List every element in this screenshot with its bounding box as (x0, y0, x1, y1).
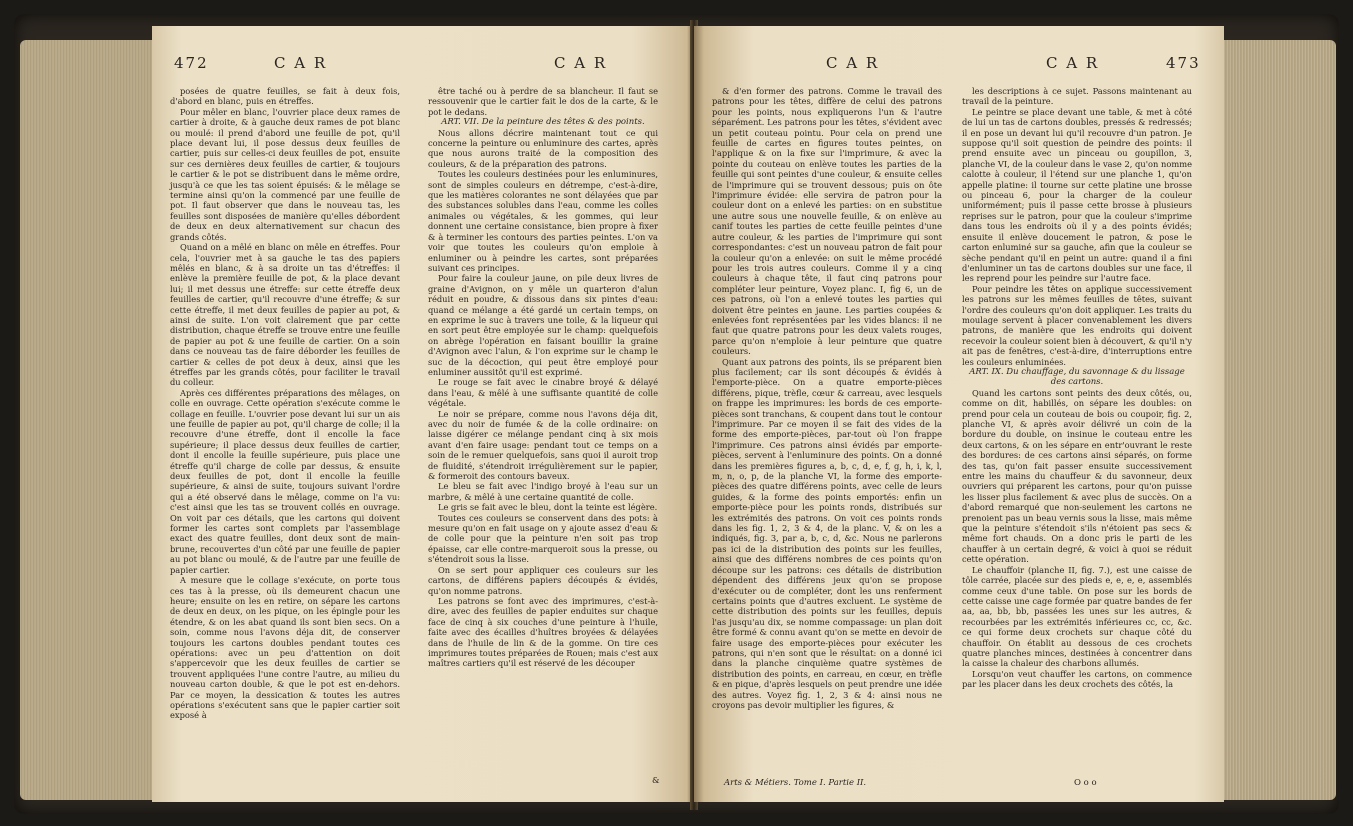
article-heading: ART. VII. De la peinture des têtes & des points. (441, 117, 645, 128)
paragraph: Après ces différentes préparations des mêlages, on colle en ouvrage. Cette opération s'exécute comme le collage en feuille. L'ouvrier pose devant lui sur un ais une feuille de papier au pot, qu'il charge de colle; il la recouvre d'une étreffe, dont il encolle la face supérieure; il place dessus deux feuilles de cartier, dont il encolle la feuille supérieure, puis place une étreffe qu'il charge de colle par dessus, & ensuite deux feuilles de pot, dont il encolle la feuille supérieure, & ainsi de suite, toujours suivant l'ordre qui a été observé dans le mêlage, comme on l'a vu: c'est ainsi que les tas se trouvent collés en ouvrage. On voit par ces détails, que les cartons qui doivent former les cartes sont complets par l'assemblage exact des quatre feuilles, dont deux sont de main-brune, recouvertes d'un côté par une feuille de papier au pot blanc ou moulé, & de l'autre par une feuille de papier cartier. (170, 387, 400, 575)
page-number: 473 (1166, 54, 1201, 72)
paragraph: On se sert pour appliquer ces couleurs sur les cartons, de différens papiers découpés & évidés, qu'on nomme patrons. (428, 564, 658, 596)
paragraph: Pour mêler en blanc, l'ouvrier place deux rames de cartier à droite, & à gauche deux rames de pot blanc ou moulé: il prend d'abord une feuille de pot, qu'il place devant lui, il pose dessus deux feuilles de cartier, puis sur celles-ci deux feuilles de pot, ensuite sur ces dernières deux feuilles de cartier, & toujours le cartier & le pot se distribuent dans le même ordre, jusqu'à ce que les tas soient épuisés: & le mêlage se termine ainsi qu'on la commencé par une feuille de pot. Il faut observer que dans le nouveau tas, les feuilles sont disposées de manière qu'elles débordent de deux en deux alternativement sur chacun des grands côtés. (170, 106, 400, 242)
running-head: C A R (274, 54, 328, 72)
paragraph: Quant aux patrons des points, ils se préparent bien plus facilement; car ils sont découpés & évidés à l'emporte-pièce. On a quatre emporte-pièces différens, pique, trèfle, cœur & carreau, avec lesquels on frappe les imprimures: les bords de ces emporte-pièces sont tranchans, & coupent dans tout le contour l'imprimure. Par ce moyen il se fait des vides de la forme des emporte-pièces, par-tout où l'on frappe l'imprimure. Ces patrons ainsi évidés par emporte-pièces, servent à l'enluminure des points. On a donné dans les premières figures a, b, c, d, e, f, g, h, i, k, l, m, n, o, p, de la planche VI, la forme des emporte-pièces des quatre différens points, avec celle de leurs guides, & la forme des points emportés: enfin un emporte-pièce pour les points ronds, distribués sur les extrémités des patrons. On voit ces points ronds dans les fig. 1, 2, 3 & 4, de la planc. V, & on les a indiqués, fig. 3, par a, b, c, d, &c. Nous ne parlerons pas ici de la distribution des points sur les feuilles, ainsi que des différens nombres de ces points qu'on découpe sur les patrons: ces détails de distribution dépendent des différens jeux qu'on se propose d'exécuter ou de compléter, dont les uns renferment certains points que d'autres excluent. Le système de cette distribution des points sur les feuilles, depuis l'as jusqu'au dix, se nomme compassage: un plan doit être formé & connu avant qu'on se mette en devoir de faire usage des emporte-pièces pour exécuter les patrons, qui n'en sont que le résultat: on a donné ici dans la planche cinquième quatre systèmes de distribution des points, en carreau, en cœur, en trèfle & en pique, d'après lesquels on peut prendre une idée des autres. Voyez fig. 1, 2, 3 & 4: ainsi nous ne croyons pas devoir multiplier les figures, & (712, 356, 942, 710)
paragraph: Toutes ces couleurs se conservent dans des pots: à mesure qu'on en fait usage on y ajoute assez d'eau & de colle pour que la peinture n'en soit pas trop épaisse, car elle contre-marqueroit sous la presse, ou s'étendroit sous la lisse. (428, 512, 658, 565)
catchword: & (652, 776, 660, 786)
book-edge-right (1224, 40, 1336, 800)
paragraph: Nous allons décrire maintenant tout ce qui concerne la peinture ou enluminure des cartes, après que nous aurons traité de la composition des couleurs, & de la préparation des patrons. (428, 127, 658, 169)
running-head-center: C A R (826, 54, 880, 72)
paragraph: Le bleu se fait avec l'indigo broyé à l'eau sur un marbre, & mêlé à une certaine quantité de colle. (428, 481, 658, 502)
paragraph: & d'en former des patrons. Comme le travail des patrons pour les têtes, diffère de celui des patrons pour les points, nous expliquerons l'un & l'autre séparément. Les patrons pour les têtes, s'évident avec un petit couteau pointu. Pour cela on prend une feuille de cartes en figures toutes peintes, on l'applique & on la fixe sur l'imprimure, & avec la pointe du couteau on enlève toutes les parties de la feuille qui sont peintes d'une couleur, & ensuite celles de l'imprimure qui se trouvent dessous; puis on ôte l'imprimure évidée: elle servira de patron pour la couleur dont on a enlevé les parties: on en substitue une autre sous une nouvelle feuille, & on enlève au canif toutes les parties de cette feuille peintes d'une autre couleur, & les parties de l'imprimure qui sont correspondantes: c'est un nouveau patron de fait pour la couleur qu'on a enlevée: on suit le même procédé pour les trois autres couleurs. Comme il y a cinq couleurs à chaque tête, il faut cinq patrons pour compléter leur peinture, Voyez planc. I, fig 6, un de ces patrons, où l'on a enlevé toutes les parties qui doivent être peintes en jaune. Les parties coupées & enlevées font représentées par les vides blancs: il ne faut que quatre patrons pour les deux valets rouges, parce qu'on n'emploie à leur peinture que quatre couleurs. (712, 86, 942, 357)
paragraph: posées de quatre feuilles, se fait à deux fois, d'abord en blanc, puis en étreffes. (170, 86, 400, 107)
paragraph: Toutes les couleurs destinées pour les enluminures, sont de simples couleurs en détrempe, c'est-à-dire, que les matières colorantes ne sont délayées que par des substances solubles dans l'eau, comme les colles animales ou végétales, & les gommes, qui leur donnent une certaine consistance, bien propre à fixer & à terminer les contours des parties peintes. L'on va voir que toutes les couleurs qu'on emploie à enluminer ou à peindre les cartes, sont préparées suivant ces principes. (428, 169, 658, 273)
paragraph: Le noir se prépare, comme nous l'avons déja dit, avec du noir de fumée & de la colle ordinaire: on laisse digérer ce mélange pendant cinq à six mois avant d'en faire usage: pendant tout ce temps on a soin de le remuer quelquefois, sans quoi il auroit trop de fluidité, s'étendroit irrégulièrement sur le papier, & formeroit des contours baveux. (428, 408, 658, 482)
paragraph: les descriptions à ce sujet. Passons maintenant au travail de la peinture. (962, 86, 1192, 107)
right-col-1 (712, 86, 942, 710)
right-page (694, 26, 1224, 802)
paragraph: Quand on a mêlé en blanc on mêle en étreffes. Pour cela, l'ouvrier met à sa gauche le tas des papiers mêlés en blanc, & à sa droite un tas d'étreffes: il enlève la première feuille de pot, & la place devant lui; il met dessus une étreffe: sur cette étreffe deux feuilles de cartier, qu'il recouvre d'une étreffe; & sur cette étreffe, il met deux feuilles de papier au pot, & ainsi de suite. L'on voit clairement que par cette distribution, chaque étreffe se trouve entre une feuille de papier au pot & une feuille de cartier. On a soin dans ce nouveau tas de faire déborder les feuilles de cartier & celles de pot deux à deux, ainsi que les étreffes par les grands côtés, pour faciliter le travail du colleur. (170, 242, 400, 388)
right-col-2 (962, 86, 1192, 690)
left-page (152, 26, 692, 802)
left-header (174, 54, 670, 76)
paragraph: Le rouge se fait avec le cinabre broyé & délayé dans l'eau, & mêlé à une suffisante quantité de colle végétale. (428, 377, 658, 409)
left-col-2 (428, 86, 658, 669)
paragraph: Le peintre se place devant une table, & met à côté de lui un tas de cartons doubles, pressés & redressés; il en pose un devant lui qu'il recouvre d'un patron. Je suppose qu'il soit question de peindre des points: il prend ensuite avec un pinceau ou goupillon, 3, planche VI, de la couleur dans le vase 2, qu'on nomme calotte à couleur, il l'étend sur une planche 1, qu'on appelle platine: il tourne sur cette platine une brosse ou pinceau 6, pour la charger de la couleur uniformément; puis il passe cette brosse à plusieurs reprises sur le patron, pour que la couleur s'imprime dans tous les endroits où il y a des points évidés; ensuite il enlève doucement le patron, & pose le carton enluminé sur sa gauche, afin que la couleur se sèche pendant qu'il en peint un autre: quand il a fini d'enluminer un tas de cartons doubles sur une face, il les reprend pour les peindre sur l'autre face. (962, 106, 1192, 284)
paragraph: Quand les cartons sont peints des deux côtés, ou, comme on dit, habillés, on sépare les doubles: on prend pour cela un couteau de bois ou coupoir, fig. 2, planche VI, & après avoir délivré un coin de la bordure du double, on insinue le couteau entre les deux cartons, & on les sépare en entr'ouvrant le reste des bordures: de ces cartons ainsi séparés, on forme des tas, qu'on fait passer ensuite successivement entre les mains du chauffeur & du savonneur, deux ouvriers qui préparent les cartons, pour qu'on puisse les lisser plus facilement & avec plus de succès. On a d'abord remarqué que non-seulement les cartons ne prenoient pas un beau vernis sous la lisse, mais même que la peinture s'étendoit s'ils n'étoient pas secs & même fort chauds. On a donc pris le parti de les chauffer à un certain degré, & voici à quoi se réduit cette opération. (962, 387, 1192, 565)
paragraph: Lorsqu'on veut chauffer les cartons, on commence par les placer dans les deux crochets des côtés, la (962, 668, 1192, 690)
paragraph: Le gris se fait avec le bleu, dont la teinte est légère. (438, 502, 658, 513)
paragraph: Le chauffoir (planche II, fig. 7.), est une caisse de tôle carrée, placée sur des pieds e, e, e, e, assemblés comme ceux d'une table. On pose sur les bords de cette caisse une cage formée par quatre bandes de fer aa, aa, bb, bb, passées les unes sur les autres, & recourbées par les extrémités inférieures cc, cc, &c. ce qui forme deux crochets sur chaque côté du chauffoir. On établit au dessous de ces crochets quatre planches minces, destinées à concentrer dans la caisse la chaleur des charbons allumés. (962, 564, 1192, 669)
running-head-center: C A R (554, 54, 608, 72)
right-header (716, 54, 1202, 76)
paragraph: Pour peindre les têtes on applique successivement les patrons sur les mêmes feuilles de têtes, suivant l'ordre des couleurs qu'on doit appliquer. Les traits du moulage servent à placer convenablement les divers patrons, de manière que les endroits qui doivent recevoir la couleur soient bien à découvert, & qu'il n'y ait pas de fenêtres, c'est-à-dire, d'interruptions entre les couleurs enluminées. (962, 283, 1192, 367)
page-number: 472 (174, 54, 209, 72)
signature-mark: O o o (1074, 778, 1097, 788)
paragraph: être taché ou à perdre de sa blancheur. Il faut se ressouvenir que le cartier fait le dos de la carte, & le pot le dedans. (428, 86, 658, 117)
running-head: C A R (1046, 54, 1100, 72)
paragraph: A mesure que le collage s'exécute, on porte tous ces tas à la presse, où ils demeurent chacun une heure; ensuite on les en retire, on sépare les cartons de deux en deux, on les pique, on les épingle pour les étendre, & on les abat quand ils sont bien secs. On a soin, comme nous l'avons déja dit, de conserver toujours les cartons doubles pendant toutes ces opérations: avec un peu d'attention on doit s'appercevoir que les deux feuilles de cartier se trouvent appliquées l'une contre l'autre, au milieu du nouveau carton double, & que le pot est en-dehors. Par ce moyen, la dessication & toutes les autres opérations s'exécutent sans que le papier cartier soit exposé à (170, 575, 400, 721)
book-edge-left (20, 40, 152, 800)
left-col-1 (170, 86, 400, 721)
page-footer: Arts & Métiers. Tome I. Partie II. (724, 778, 867, 788)
article-heading: ART. IX. Du chauffage, du savonnage & du lissage des cartons. (969, 366, 1185, 388)
paragraph: Les patrons se font avec des imprimures, c'est-à-dire, avec des feuilles de papier enduites sur chaque face de cinq à six couches d'une peinture à l'huile, faite avec des écailles d'huîtres broyées & délayées dans de l'huile de lin & de la gomme. On tire ces imprimures toutes préparées de Rouen; mais c'est aux maîtres cartiers qu'il est réservé de les découper (428, 595, 658, 669)
paragraph: Pour faire la couleur jaune, on pile deux livres de graine d'Avignon, on y mêle un quarteron d'alun réduit en poudre, & dissous dans six pintes d'eau: quand ce mélange a été gardé un certain temps, on en exprime le suc à travers une toile, & la liqueur qui en sort peut être employée sur le champ: quelquefois on abrège l'opération en faisant bouillir la graine d'Avignon avec l'alun, & l'on exprime sur le champ le suc de la décoction, qui peut être employé pour enluminer aussitôt qu'il est exprimé. (428, 273, 658, 377)
